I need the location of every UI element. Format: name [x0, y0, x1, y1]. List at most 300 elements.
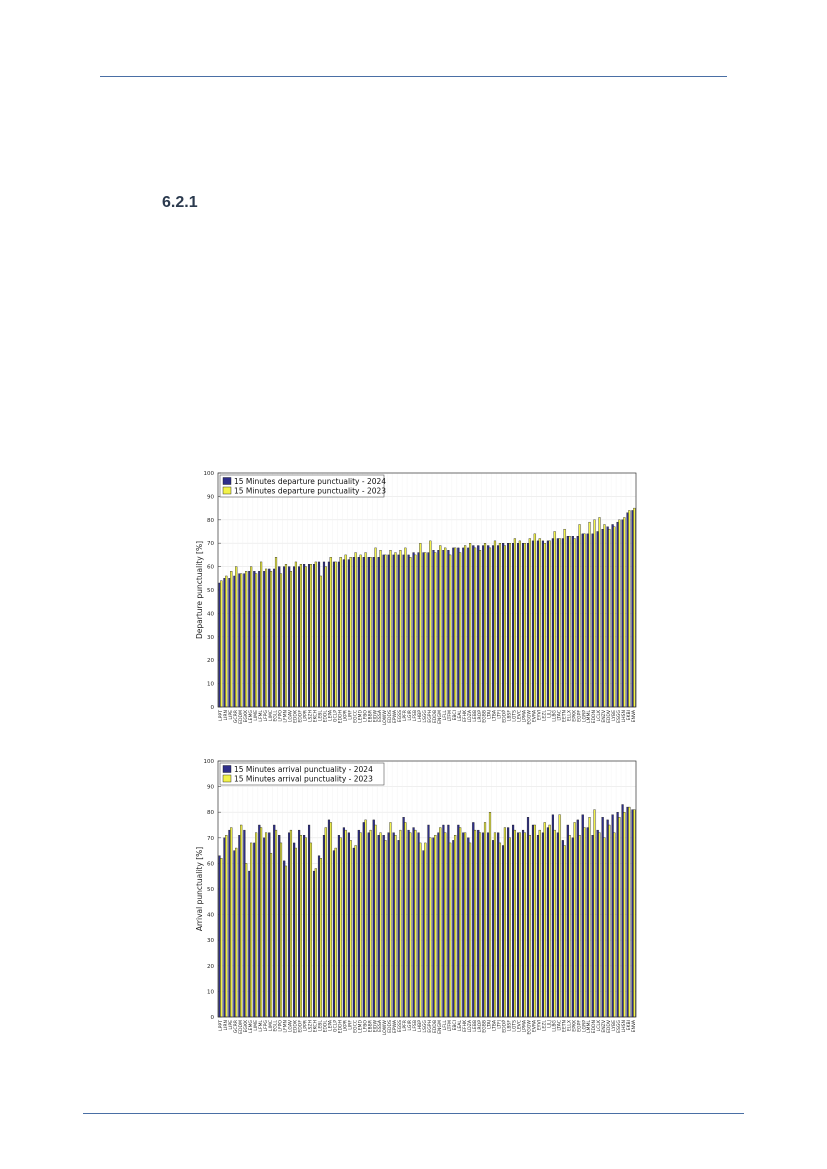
x-tick-label: EDDS — [388, 1020, 394, 1033]
x-tick-label: EBBR — [368, 710, 374, 723]
bar-2023-egpf — [579, 524, 581, 707]
bar-2023-ltba — [494, 541, 496, 707]
bar-2024-lppr — [303, 835, 305, 1017]
bar-2023-lfll — [444, 833, 446, 1017]
x-tick-label: EDDS — [388, 710, 394, 723]
bar-2023-lmml — [589, 522, 591, 707]
bar-2023-lebb — [474, 830, 476, 1017]
x-tick-label: EETN — [562, 710, 568, 723]
bar-2023-egbb — [484, 543, 486, 707]
x-tick-label: EBCI — [452, 710, 458, 721]
bar-2024-eggw — [527, 817, 529, 1017]
bar-2023-ltac — [559, 539, 561, 707]
x-tick-label: EGCC — [353, 1020, 359, 1033]
x-tick-label: LIRF — [348, 710, 354, 720]
bar-2023-eetn — [564, 529, 566, 707]
bar-2023-lfsb — [414, 555, 416, 707]
bar-2024-lfpg — [263, 838, 265, 1017]
bar-2024-egpf — [577, 536, 579, 707]
bar-2023-lpma — [524, 833, 526, 1017]
bar-2024-lfbo — [363, 557, 365, 707]
bar-2023-eddf — [300, 564, 302, 707]
section-number: 6.2.1 — [162, 194, 198, 211]
bar-2024-eddh — [338, 835, 340, 1017]
bar-2023-lsgg — [424, 843, 426, 1017]
x-tick-label: EDDN — [592, 1020, 598, 1034]
x-tick-label: LIPE — [228, 710, 234, 720]
x-tick-label: GCLP — [333, 710, 339, 723]
bar-2024-enzv — [602, 529, 604, 707]
bar-2023-egpf — [579, 835, 581, 1017]
bar-2023-lszh — [310, 843, 312, 1017]
y-tick-label: 80 — [207, 517, 214, 524]
x-tick-label: EKCH — [313, 710, 319, 723]
y-tick-label: 0 — [210, 705, 214, 711]
bar-2024-egll — [273, 825, 275, 1017]
bar-2024-engm — [438, 833, 440, 1017]
bar-2023-lfsb — [414, 830, 416, 1017]
bar-2023-ltba — [494, 833, 496, 1017]
bar-2024-epkk — [572, 838, 574, 1017]
x-tick-label: LGTS — [512, 1020, 518, 1032]
x-tick-label: EKBI — [627, 1020, 633, 1031]
bar-2024-evra — [532, 541, 534, 707]
bar-2024-ellx — [567, 825, 569, 1017]
x-tick-label: LEBB — [472, 1020, 478, 1032]
y-tick-label: 90 — [207, 494, 214, 501]
bar-2024-lgrp — [582, 534, 584, 707]
bar-2023-lgir — [409, 833, 411, 1017]
x-tick-label: ENZV — [602, 1020, 608, 1033]
bar-2023-eidw — [375, 825, 377, 1017]
bar-2024-lybe — [612, 815, 614, 1017]
bar-2024-egkk — [243, 830, 245, 1017]
x-tick-label: LTAI — [487, 1020, 493, 1029]
x-tick-label: LEMG — [248, 710, 254, 723]
bar-2023-ebbr — [370, 557, 372, 707]
bar-2023-eddl — [325, 567, 327, 707]
bar-2023-gcrr — [235, 567, 237, 707]
bar-2023-llbg — [554, 532, 556, 708]
bar-2023-edds — [390, 550, 392, 707]
bar-2023-lebb — [474, 548, 476, 707]
bar-2024-epwa — [393, 833, 395, 1017]
bar-2023-egph — [429, 838, 431, 1017]
bar-2024-llbg — [552, 815, 554, 1017]
bar-2023-lepa — [330, 557, 332, 707]
x-tick-label: LROP — [477, 1020, 483, 1033]
bar-2023-eddh — [340, 838, 342, 1017]
y-tick-label: 90 — [207, 784, 214, 791]
x-tick-label: LPMA — [522, 710, 528, 723]
y-tick-label: 70 — [207, 835, 214, 842]
bar-2024-eddn — [592, 534, 594, 707]
x-tick-label: LGAV — [288, 1020, 294, 1033]
x-tick-label: LEVC — [517, 710, 523, 722]
bar-2024-lfml — [258, 825, 260, 1017]
bar-2024-lebl — [318, 856, 320, 1017]
x-tick-label: EBCI — [452, 1020, 458, 1031]
bar-2024-lfml — [258, 571, 260, 707]
bar-2023-lemg — [250, 567, 252, 707]
bar-2024-lirn — [224, 838, 226, 1017]
y-tick-label: 50 — [207, 887, 214, 893]
bar-2024-ljlj — [547, 541, 549, 707]
bar-2023-eddp — [504, 546, 506, 707]
bar-2023-lfmn — [285, 564, 287, 707]
bar-2023-ldza — [469, 543, 471, 707]
bar-2024-lipe — [229, 578, 231, 707]
bar-2023-lfpg — [265, 569, 267, 707]
x-tick-label: LTAC — [557, 1020, 563, 1031]
bar-2024-egkk — [243, 574, 245, 707]
bar-2023-lbsf — [509, 543, 511, 707]
x-tick-label: GCLP — [333, 1020, 339, 1033]
x-tick-label: LROP — [477, 710, 483, 723]
x-tick-label: EDDF — [298, 1020, 304, 1033]
x-tick-label: EGBB — [482, 710, 488, 723]
bar-2023-lipe — [230, 828, 232, 1017]
bar-2023-engm — [439, 828, 441, 1017]
bar-2024-lgts — [512, 825, 514, 1017]
x-tick-label: LGTS — [512, 710, 518, 722]
arrival-chart-svg — [190, 753, 640, 1053]
bar-2024-lgrp — [582, 815, 584, 1017]
x-tick-label: LIRF — [348, 1020, 354, 1030]
x-tick-label: LFPO — [278, 710, 284, 722]
bar-2024-egph — [428, 553, 430, 707]
bar-2023-ebbr — [370, 830, 372, 1017]
x-tick-label: LKPR — [343, 710, 349, 722]
bar-2024-lfll — [443, 825, 445, 1017]
bar-2023-lhsn — [623, 517, 625, 707]
bar-2023-egss — [400, 550, 402, 707]
x-tick-label: LDZA — [467, 1020, 473, 1033]
x-tick-label: EDDB — [432, 710, 438, 724]
bar-2024-lsgg — [423, 851, 425, 1017]
x-tick-label: LMML — [587, 1020, 593, 1034]
x-tick-label: LTBA — [492, 710, 498, 722]
x-tick-label: LHBP — [418, 1020, 424, 1032]
x-tick-label: ESSA — [378, 1020, 384, 1032]
bar-2024-lkpr — [343, 828, 345, 1017]
bar-2023-lgrp — [584, 534, 586, 707]
x-tick-label: EGPH — [427, 710, 433, 723]
bar-2023-lrop — [479, 550, 481, 707]
legend-label: 15 Minutes departure punctuality - 2024 — [234, 476, 387, 486]
x-tick-label: ESSA — [378, 710, 384, 722]
bar-2024-eddm — [239, 835, 241, 1017]
bar-2023-egph — [429, 541, 431, 707]
x-tick-label: LPPT — [218, 1020, 224, 1031]
y-tick-label: 0 — [210, 1015, 214, 1021]
x-tick-label: LIME — [253, 710, 259, 721]
bar-2024-epkk — [572, 536, 574, 707]
x-tick-label: LGRP — [582, 710, 588, 723]
bar-2023-lfbo — [365, 553, 367, 707]
bar-2023-eggw — [529, 539, 531, 707]
bar-2024-evra — [532, 825, 534, 1017]
bar-2024-levc — [517, 543, 519, 707]
bar-2024-egbb — [482, 546, 484, 707]
bar-2023-levc — [519, 833, 521, 1017]
x-tick-label: EBBR — [368, 1020, 374, 1033]
bar-2024-essa — [378, 835, 380, 1017]
bar-2023-eddv — [609, 825, 611, 1017]
x-tick-label: LPFR — [403, 710, 409, 722]
bar-2024-ebbr — [368, 557, 370, 707]
bar-2023-leal — [459, 553, 461, 707]
bar-2024-lrop — [477, 546, 479, 707]
bar-2024-lgav — [288, 833, 290, 1017]
bar-2024-lebb — [472, 822, 474, 1017]
x-tick-label: LEPA — [328, 1020, 334, 1032]
bar-2023-evra — [534, 825, 536, 1017]
bar-2023-lppt — [220, 581, 222, 707]
bar-2024-lppt — [219, 856, 221, 1017]
bar-2024-eddf — [298, 830, 300, 1017]
x-tick-label: LEBL — [318, 710, 324, 722]
bar-2023-gcrr — [235, 848, 237, 1017]
x-tick-label: LGIR — [408, 1020, 414, 1031]
bar-2023-lirn — [225, 835, 227, 1017]
x-tick-label: LTFJ — [497, 1020, 503, 1029]
x-tick-label: LIMC — [268, 1020, 274, 1032]
bar-2024-lclk — [597, 830, 599, 1017]
bar-2023-lkpr — [345, 555, 347, 707]
x-tick-label: LTAC — [557, 710, 563, 721]
x-tick-label: EGLL — [273, 1020, 279, 1032]
bar-2024-edds — [388, 833, 390, 1017]
x-tick-label: ESGG — [617, 710, 623, 723]
x-tick-label: EFHK — [462, 710, 468, 723]
y-tick-label: 20 — [207, 963, 214, 970]
x-tick-label: EDDH — [338, 1020, 344, 1034]
bar-2024-lszh — [308, 564, 310, 707]
x-tick-label: LPPR — [303, 1020, 309, 1032]
x-tick-label: LPMA — [522, 1020, 528, 1033]
bar-2023-lpfr — [405, 548, 407, 707]
x-tick-label: LJLJ — [547, 1020, 553, 1028]
bar-2023-llbg — [554, 830, 556, 1017]
x-tick-label: LFML — [258, 1020, 264, 1032]
x-tick-label: LCLK — [597, 710, 603, 722]
bar-2024-lpma — [522, 543, 524, 707]
bar-2024-eddp — [502, 845, 504, 1017]
x-tick-label: LDZA — [467, 710, 473, 723]
bar-2024-lfpo — [278, 835, 280, 1017]
bar-2023-lybe — [614, 527, 616, 707]
x-tick-label: LEPA — [328, 710, 334, 722]
x-tick-label: EGLL — [273, 710, 279, 722]
x-tick-label: LFPG — [263, 1020, 269, 1032]
bar-2024-eetn — [562, 840, 564, 1017]
header-rule — [100, 76, 727, 77]
bar-2024-ldza — [467, 548, 469, 707]
y-tick-label: 80 — [207, 810, 214, 817]
y-tick-label: 30 — [207, 634, 214, 641]
bar-2024-ltai — [487, 546, 489, 707]
y-tick-label: 60 — [207, 564, 214, 571]
bar-2024-lemg — [248, 871, 250, 1017]
bar-2023-limc — [270, 853, 272, 1017]
bar-2023-lfpo — [280, 843, 282, 1017]
bar-2024-lemd — [358, 557, 360, 707]
bar-2023-enzv — [604, 524, 606, 707]
x-tick-label: LEBL — [318, 1020, 324, 1032]
bar-2024-egss — [398, 840, 400, 1017]
bar-2023-enva — [633, 810, 635, 1017]
x-tick-label: EYVI — [537, 1020, 543, 1031]
bar-2023-lezl — [544, 822, 546, 1017]
bar-2024-lpfr — [403, 555, 405, 707]
bar-2024-eddf — [298, 567, 300, 707]
bar-2024-leal — [457, 825, 459, 1017]
bar-2024-lgir — [408, 555, 410, 707]
bar-2023-egcc — [355, 845, 357, 1017]
bar-2024-ekbi — [627, 807, 629, 1017]
bar-2023-lfml — [260, 562, 262, 707]
bar-2023-lppr — [305, 567, 307, 707]
bar-2023-lkpr — [345, 830, 347, 1017]
bar-2023-lebl — [320, 858, 322, 1017]
bar-2024-lebb — [472, 546, 474, 707]
bar-2024-epwa — [393, 555, 395, 707]
arrival-punctuality-chart — [190, 753, 640, 1053]
x-tick-label: EGBB — [482, 1020, 488, 1033]
bar-2024-gcrr — [234, 851, 236, 1017]
bar-2024-lgts — [512, 543, 514, 707]
bar-2024-lipe — [229, 830, 231, 1017]
bar-2024-lepa — [328, 820, 330, 1017]
bar-2023-ekbi — [628, 510, 630, 707]
bar-2024-eyvi — [537, 541, 539, 707]
x-tick-label: LFML — [258, 710, 264, 722]
bar-2024-egll — [273, 569, 275, 707]
legend-swatch — [223, 775, 231, 782]
bar-2024-ltba — [492, 840, 494, 1017]
bar-2024-lhsn — [622, 520, 624, 707]
x-tick-label: LEMG — [248, 1020, 254, 1033]
bar-2023-loww — [385, 840, 387, 1017]
x-tick-label: LGIR — [408, 710, 414, 721]
bar-2024-lfsb — [413, 553, 415, 707]
bar-2023-lfmn — [285, 866, 287, 1017]
x-tick-label: LFMN — [283, 1020, 289, 1033]
bar-2023-eddk — [295, 848, 297, 1017]
bar-2023-egkk — [245, 571, 247, 707]
x-tick-label: EGGW — [527, 710, 533, 725]
x-tick-label: EDDM — [238, 710, 244, 724]
bar-2024-esgg — [617, 812, 619, 1017]
bar-2023-enva — [633, 508, 635, 707]
x-tick-label: LFPG — [263, 710, 269, 722]
bar-2024-eddb — [433, 838, 435, 1017]
x-tick-label: LLBG — [552, 710, 558, 722]
bar-2023-lclk — [599, 517, 601, 707]
x-tick-label: LEZL — [542, 1020, 548, 1032]
bar-2023-lirn — [225, 576, 227, 707]
bar-2023-eddh — [340, 557, 342, 707]
y-axis-label: Departure punctuality [%] — [195, 540, 204, 640]
bar-2024-eddl — [323, 562, 325, 707]
bar-2024-lpma — [522, 830, 524, 1017]
bar-2023-lppt — [220, 858, 222, 1017]
x-tick-label: EGSS — [398, 1020, 404, 1033]
x-tick-label: LEAL — [457, 710, 463, 722]
bar-2023-lsgg — [424, 553, 426, 707]
bar-2023-ekbi — [628, 807, 630, 1017]
bar-2024-lmml — [587, 534, 589, 707]
bar-2024-eddm — [239, 574, 241, 707]
x-tick-label: EPWA — [393, 710, 399, 724]
bar-2023-ljlj — [549, 541, 551, 707]
bar-2023-ljlj — [549, 825, 551, 1017]
x-tick-label: LBSF — [507, 1020, 513, 1032]
bar-2024-lebl — [318, 562, 320, 707]
x-tick-label: LEAL — [457, 1020, 463, 1032]
bar-2024-egbb — [482, 833, 484, 1017]
x-tick-label: EPKK — [572, 710, 578, 722]
x-tick-label: LHBP — [418, 710, 424, 722]
bar-2023-ebci — [454, 548, 456, 707]
x-tick-label: LGAV — [288, 710, 294, 723]
x-tick-label: EGCC — [353, 710, 359, 723]
bar-2023-levc — [519, 541, 521, 707]
x-tick-label: LIMC — [268, 710, 274, 722]
bar-2024-ldza — [467, 838, 469, 1017]
bar-2023-lirf — [350, 840, 352, 1017]
bar-2024-lbsf — [507, 543, 509, 707]
x-tick-label: ESGG — [617, 1020, 623, 1033]
x-tick-label: LTFM — [447, 710, 453, 722]
bar-2024-ltai — [487, 833, 489, 1017]
bar-2024-efhk — [462, 548, 464, 707]
bar-2023-ltfj — [499, 843, 501, 1017]
bar-2023-enzv — [604, 838, 606, 1017]
x-tick-label: GCRR — [233, 1020, 239, 1034]
bar-2024-ltfj — [497, 546, 499, 707]
bar-2023-lfll — [444, 548, 446, 707]
x-tick-label: LGRP — [582, 1020, 588, 1033]
bar-2023-lgts — [514, 830, 516, 1017]
y-tick-label: 70 — [207, 541, 214, 548]
y-tick-label: 100 — [203, 471, 214, 477]
bar-2024-eddk — [293, 567, 295, 707]
x-tick-label: LOWW — [383, 1020, 389, 1036]
bar-2023-lgts — [514, 539, 516, 707]
x-tick-label: LFBO — [363, 710, 369, 722]
bar-2024-ltac — [557, 833, 559, 1017]
bar-2023-lbsf — [509, 838, 511, 1017]
bar-2024-efhk — [462, 833, 464, 1017]
bar-2024-eddp — [502, 543, 504, 707]
bar-2023-essa — [380, 833, 382, 1017]
bar-2024-gclp — [333, 851, 335, 1017]
bar-2024-gclp — [333, 562, 335, 707]
bar-2023-eddk — [295, 562, 297, 707]
x-tick-label: LEMD — [358, 1020, 364, 1033]
bar-2024-egpf — [577, 820, 579, 1017]
bar-2023-loww — [385, 555, 387, 707]
x-tick-label: EGKK — [243, 710, 249, 723]
y-tick-label: 20 — [207, 658, 214, 665]
bar-2024-eddh — [338, 562, 340, 707]
x-tick-label: LSZH — [308, 1020, 314, 1033]
bar-2023-eddv — [609, 529, 611, 707]
bar-2023-egss — [400, 830, 402, 1017]
bar-2023-ekch — [315, 562, 317, 707]
